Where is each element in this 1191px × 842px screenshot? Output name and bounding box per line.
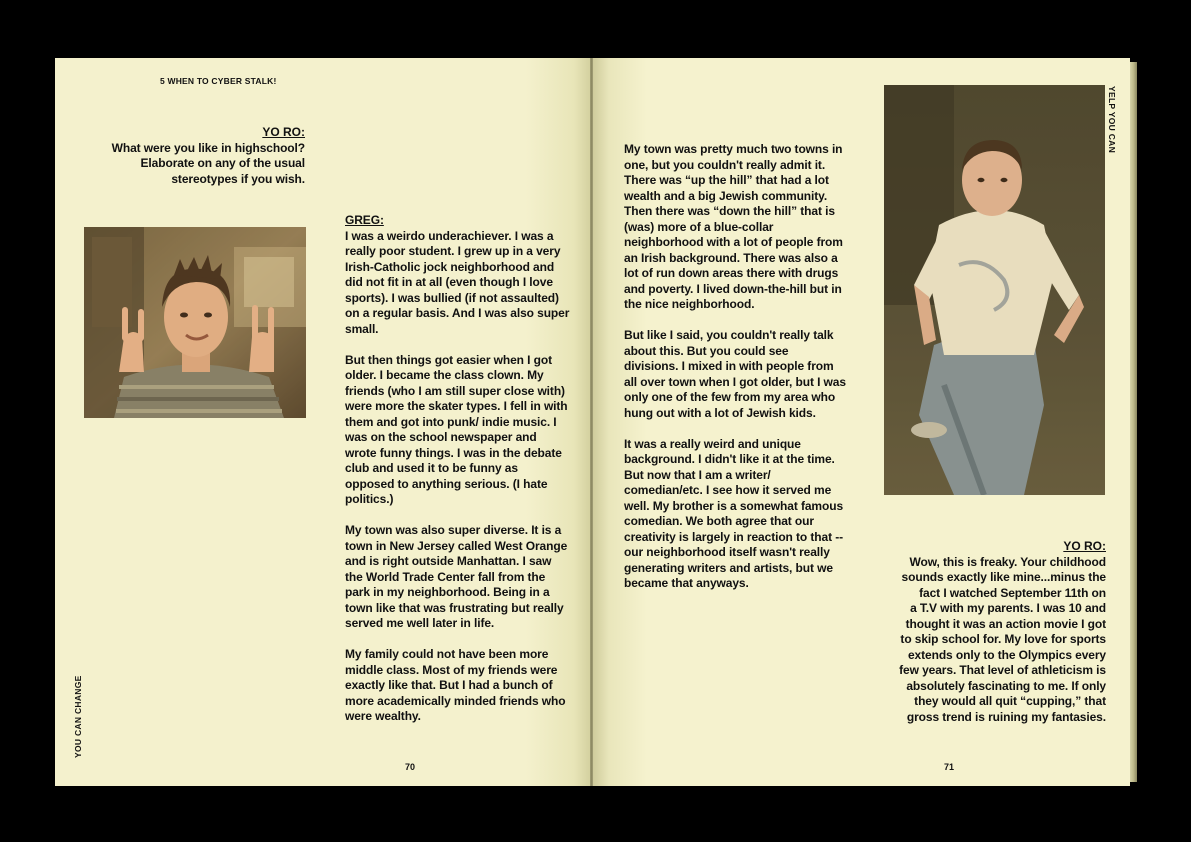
reply-line: thought it was an action movie I got xyxy=(905,616,1106,631)
question-line: What were you like in highschool? xyxy=(111,140,305,155)
yoro-speaker-label: YO RO: xyxy=(1063,539,1106,553)
yoro-reply xyxy=(873,539,1106,725)
page-number-left: 70 xyxy=(405,762,416,772)
greg-speaker-label: GREG: xyxy=(345,213,384,227)
reply-line: they would all quit “cupping,” that xyxy=(914,694,1106,708)
reply-line: fact I watched September 11th on xyxy=(919,585,1106,600)
yoro-speaker-label: YO RO: xyxy=(262,125,305,139)
answer-paragraph: My town was pretty much two towns in one, but you couldn't really admit it. There was “up the hill” that had a lot wealth and a big Jewish community. Then there was “down the hill” that is (was) more of a blue-collar neighborhood with a lot of people from an Irish background. There was also a lot of run down areas there with drugs and poverty. I lived down-the-hill but in the nice neighborhood. xyxy=(624,142,843,311)
question-line: stereotypes if you wish. xyxy=(171,171,305,186)
page-number-right: 71 xyxy=(944,762,955,772)
reply-line: a T.V with my parents. I was 10 and xyxy=(910,601,1106,615)
answer-paragraph: But like I said, you couldn't really talk about this. But you could see divisions. I mixed in with people from all over town when I got older, but I was only one of the few from my area who hung out with a lot of Jewish kids. xyxy=(624,328,846,420)
reply-line: absolutely fascinating to me. If only xyxy=(906,678,1106,693)
side-label-right: YELP YOU CAN xyxy=(1107,86,1117,154)
greg-dancing-photo xyxy=(884,85,1105,495)
question-line: Elaborate on any of the usual xyxy=(140,156,305,170)
answer-paragraph: It was a really weird and unique background. I didn't like it at the time. But now that I am a writer/ comedian/etc. I see how it served me well. My brother is a somewhat famous comedian. We both agree that our creativity is largely in reaction to that -- our neighborhood itself wasn't really generating writers and artists, but we became that anyways. xyxy=(624,436,844,590)
reply-line: to skip school for. My love for sports xyxy=(900,632,1106,646)
answer-paragraph: My family could not have been more middle class. Most of my friends were exactly like that. But I had a bunch of more academically minded friends who were wealthy. xyxy=(345,647,566,723)
reply-line: gross trend is ruining my fantasies. xyxy=(906,709,1106,724)
answer-paragraph: But then things got easier when I got older. I became the class clown. My friends (who I am still super close with) were more the skater types. I fell in with them and got into punk/ indie music. I was on the school newspaper and wrote funny things. I was in the debate club and used it to be funny as opposed to anything serious. (I hate politics.) xyxy=(345,352,568,506)
answer-paragraph: My town was also super diverse. It is a town in New Jersey called West Orange and is right outside Manhattan. I saw the World Trade Center fall from the park in my neighborhood. Being in a town like that was frustrating but really served me well later in life. xyxy=(345,523,568,630)
reply-line: sounds exactly like mine...minus the xyxy=(901,570,1106,584)
greg-highschool-photo xyxy=(84,227,306,418)
reply-line: Wow, this is freaky. Your childhood xyxy=(909,554,1106,569)
reply-line: extends only to the Olympics every xyxy=(907,647,1106,662)
answer-paragraph: I was a weirdo underachiever. I was a really poor student. I grew up in a very Irish-Catholic jock neighborhood and did not fit in at all (even though I love sports). I was bullied (if not assaulted) on a regular basis. And I was also super small. xyxy=(345,228,570,336)
running-head: 5 WHEN TO CYBER STALK! xyxy=(160,76,277,86)
greg-answer xyxy=(345,213,570,740)
reply-line: few years. That level of athleticism is xyxy=(899,663,1106,677)
greg-answer-continued xyxy=(624,142,846,607)
page-edge xyxy=(1130,62,1137,782)
yoro-question xyxy=(85,125,305,187)
left-page xyxy=(55,58,590,786)
right-page xyxy=(593,58,1130,786)
side-label-left: YOU CAN CHANGE xyxy=(73,675,83,758)
